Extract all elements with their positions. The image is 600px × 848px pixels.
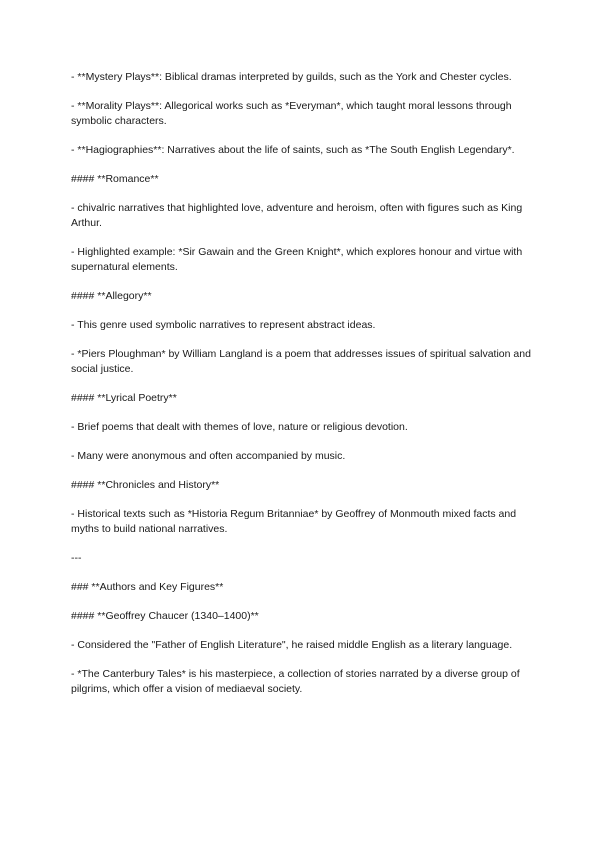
list-item-brief-poems: - Brief poems that dealt with themes of love, nature or religious devotion.: [71, 421, 408, 433]
heading-romance: #### **Romance**: [71, 173, 159, 185]
heading-lyrical-poetry: #### **Lyrical Poetry**: [71, 392, 177, 404]
document-body: [71, 70, 541, 711]
list-item-morality-plays: - **Morality Plays**: Allegorical works such as *Everyman*, which taught moral lessons through symbolic characters.: [71, 100, 512, 127]
heading-authors-key-figures: ### **Authors and Key Figures**: [71, 581, 224, 593]
heading-geoffrey-chaucer: #### **Geoffrey Chaucer (1340–1400)**: [71, 610, 259, 622]
list-item-anonymous: - Many were anonymous and often accompanied by music.: [71, 450, 346, 462]
list-item-canterbury-tales: - *The Canterbury Tales* is his masterpiece, a collection of stories narrated by a diverse group of pilgrims, which offer a vision of mediaeval society.: [71, 668, 520, 695]
list-item-historical-texts: - Historical texts such as *Historia Regum Britanniae* by Geoffrey of Monmouth mixed facts and myths to build national narratives.: [71, 508, 517, 535]
list-item-chivalric-narratives: - chivalric narratives that highlighted love, adventure and heroism, often with figures such as King Arthur.: [71, 202, 523, 229]
list-item-highlighted-example: - Highlighted example: *Sir Gawain and the Green Knight*, which explores honour and virtue with supernatural elements.: [71, 246, 523, 273]
list-item-mystery-plays: - **Mystery Plays**: Biblical dramas interpreted by guilds, such as the York and Chester cycles.: [71, 71, 512, 83]
heading-allegory: #### **Allegory**: [71, 290, 152, 302]
list-item-hagiographies: - **Hagiographies**: Narratives about the life of saints, such as *The South English Legendary*.: [71, 144, 515, 156]
list-item-symbolic-narratives: - This genre used symbolic narratives to represent abstract ideas.: [71, 319, 376, 331]
list-item-father-of-english-literature: - Considered the "Father of English Literature", he raised middle English as a literary language.: [71, 639, 513, 651]
heading-chronicles-history: #### **Chronicles and History**: [71, 479, 220, 491]
horizontal-rule-text: ---: [71, 552, 82, 564]
list-item-piers-ploughman: - *Piers Ploughman* by William Langland is a poem that addresses issues of spiritual salvation and social justice.: [71, 348, 531, 375]
